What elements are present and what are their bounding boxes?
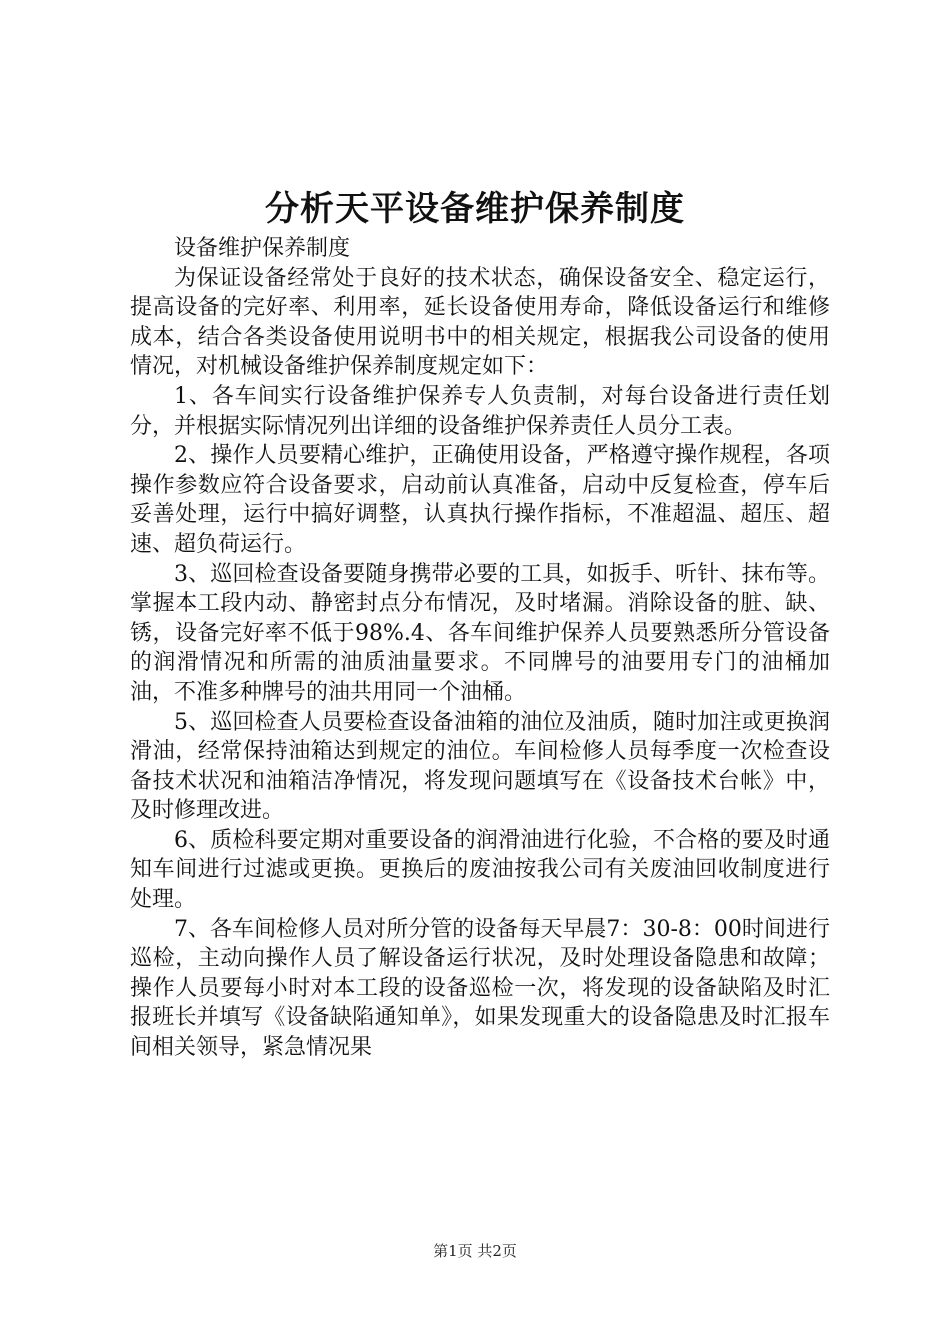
paragraph-item-5: 5、巡回检查人员要检查设备油箱的油位及油质，随时加注或更换润滑油，经常保持油箱达到规定的油位。车间检修人员每季度一次检查设备技术状况和油箱洁净情况，将发现问题填写在《设备技术台帐》中，及时修理改进。 [130,709,830,824]
paragraph-item-6: 6、质检科要定期对重要设备的润滑油进行化验，不合格的要及时通知车间进行过滤或更换。更换后的废油按我公司有关废油回收制度进行处理。 [130,827,830,913]
paragraph-item-1: 1、各车间实行设备维护保养专人负责制，对每台设备进行责任划分，并根据实际情况列出详细的设备维护保养责任人员分工表。 [130,383,830,439]
paragraph-subtitle: 设备维护保养制度 [174,236,351,261]
page-number-footer: 第1页 共2页 [433,1242,517,1260]
paragraph-item-7: 7、各车间检修人员对所分管的设备每天早晨7：30-8：00时间进行巡检，主动向操作人员了解设备运行状况，及时处理设备隐患和故障；操作人员要每小时对本工段的设备巡检一次，将发现的设备缺陷及时汇报班长并填写《设备缺陷通知单》，如果发现重大的设备隐患及时汇报车间相关领导，紧急情况果 [130,916,830,1061]
paragraph-intro: 为保证设备经常处于良好的技术状态，确保设备安全、稳定运行，提高设备的完好率、利用率，延长设备使用寿命，降低设备运行和维修成本，结合各类设备使用说明书中的相关规定，根据我公司设备的使用情况，对机械设备维护保养制度规定如下： [130,265,830,380]
document-title: 分析天平设备维护保养制度 [265,189,685,229]
paragraph-item-3-4: 3、巡回检查设备要随身携带必要的工具，如扳手、听针、抹布等。掌握本工段内动、静密封点分布情况，及时堵漏。消除设备的脏、缺、锈，设备完好率不低于98%.4、各车间维护保养人员要熟悉所分管设备的润滑情况和所需的油质油量要求。不同牌号的油要用专门的油桶加油，不准多种牌号的油共用同一个油桶。 [130,561,830,705]
document-body [130,234,830,1063]
paragraph-item-2: 2、操作人员要精心维护，正确使用设备，严格遵守操作规程，各项操作参数应符合设备要求，启动前认真准备，启动中反复检查，停车后妥善处理，运行中搞好调整，认真执行操作指标，不准超温、超压、超速、超负荷运行。 [130,443,830,557]
